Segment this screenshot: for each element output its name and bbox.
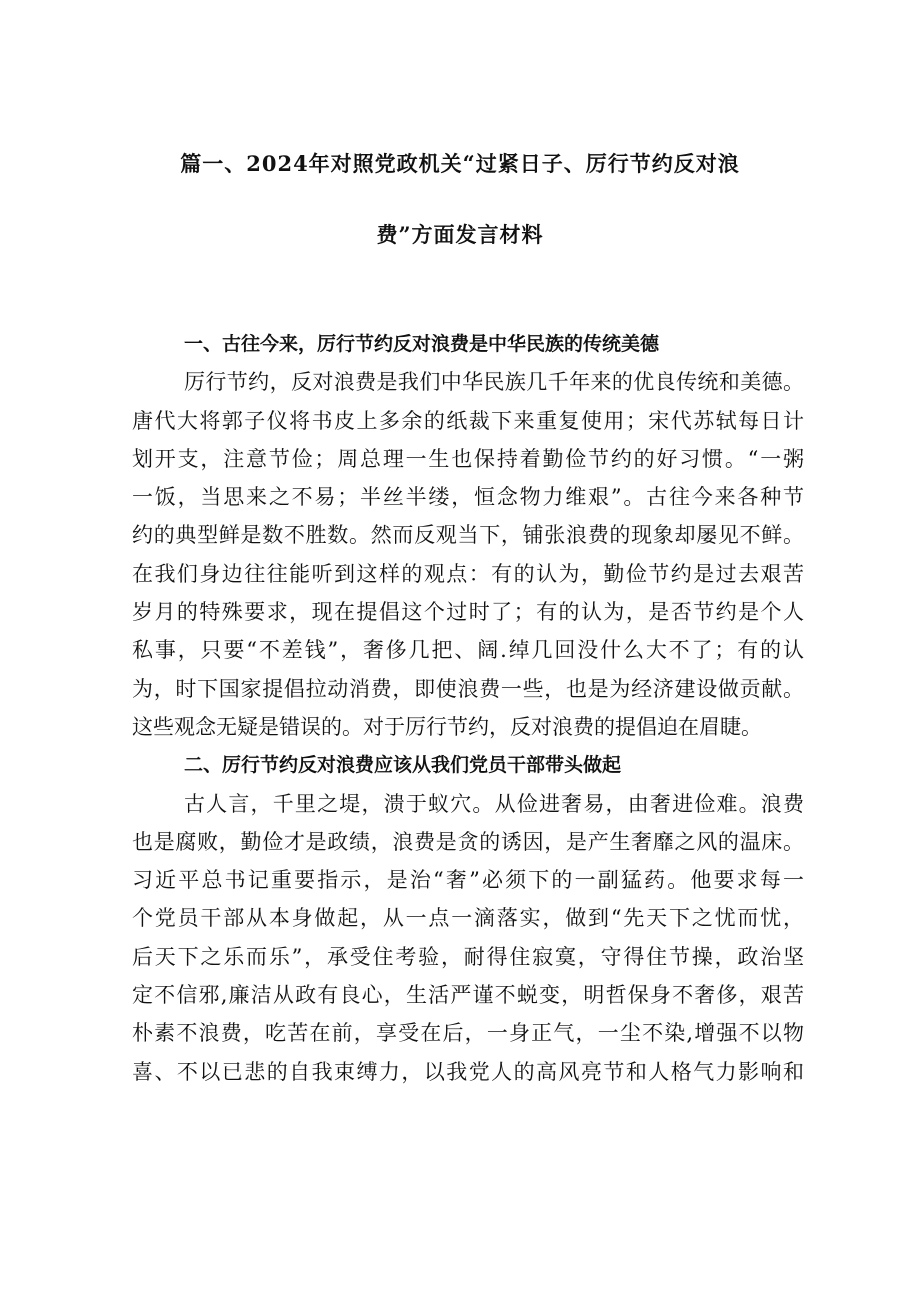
paragraph-line: 一饭，当思来之不易；半丝半缕，恒念物力维艰”。古往今来各种节 <box>132 485 804 510</box>
document-body <box>132 325 804 1091</box>
document-title-line-1: 篇一、2024年对照党政机关“过紧日子、厉行节约反对浪 <box>180 151 740 176</box>
paragraph-line: 定不信邪,廉洁从政有良心，生活严谨不蜕变，明哲保身不奢侈，艰苦 <box>132 983 804 1008</box>
paragraph-line: 这些观念无疑是错误的。对于厉行节约，反对浪费的提倡迫在眉睫。 <box>132 714 762 739</box>
document-title-line-2: 费”方面发言材料 <box>376 222 544 247</box>
paragraph-line: 厉行节约，反对浪费是我们中华民族几千年来的优良传统和美德。 <box>184 370 804 395</box>
section-1-heading: 一、古往今来，厉行节约反对浪费是中华民族的传统美德 <box>184 333 660 355</box>
paragraph-line: 约的典型鲜是数不胜数。然而反观当下，铺张浪费的现象却屡见不鲜。 <box>132 523 804 548</box>
paragraph-line: 古人言，千里之堤，溃于蚁穴。从俭进奢易，由奢进俭难。浪费 <box>184 791 804 816</box>
paragraph-line: 喜、不以已悲的自我束缚力，以我党人的高风亮节和人格气力影响和 <box>132 1059 804 1084</box>
paragraph-line: 朴素不浪费，吃苦在前，享受在后，一身正气，一尘不染,增强不以物 <box>132 1021 804 1046</box>
paragraph-line: 为，时下国家提倡拉动消费，即使浪费一些，也是为经济建设做贡献。 <box>132 676 804 701</box>
paragraph-line: 个党员干部从本身做起，从一点一滴落实，做到“先天下之忧而忧， <box>132 906 804 931</box>
paragraph-line: 在我们身边往往能听到这样的观点：有的认为，勤俭节约是过去艰苦 <box>132 561 804 586</box>
paragraph-line: 也是腐败，勤俭才是政绩，浪费是贪的诱因，是产生奢靡之风的温床。 <box>132 829 804 854</box>
paragraph-line: 后天下之乐而乐”，承受住考验，耐得住寂寞，守得住节操，政治坚 <box>132 944 804 969</box>
paragraph-line: 私事，只要“不差钱”，奢侈几把、阔.绰几回没什么大不了；有的认 <box>132 638 804 663</box>
paragraph-line: 划开支，注意节俭；周总理一生也保持着勤俭节约的好习惯。“一粥 <box>132 446 804 471</box>
paragraph-line: 岁月的特殊要求，现在提倡这个过时了；有的认为，是否节约是个人 <box>132 600 804 625</box>
paragraph-line: 唐代大将郭子仪将书皮上多余的纸裁下来重复使用；宋代苏轼每日计 <box>132 408 804 433</box>
section-2-heading: 二、厉行节约反对浪费应该从我们党员干部带头做起 <box>184 754 622 777</box>
paragraph-line: 习近平总书记重要指示，是治“奢”必须下的一副猛药。他要求每一 <box>132 868 804 893</box>
